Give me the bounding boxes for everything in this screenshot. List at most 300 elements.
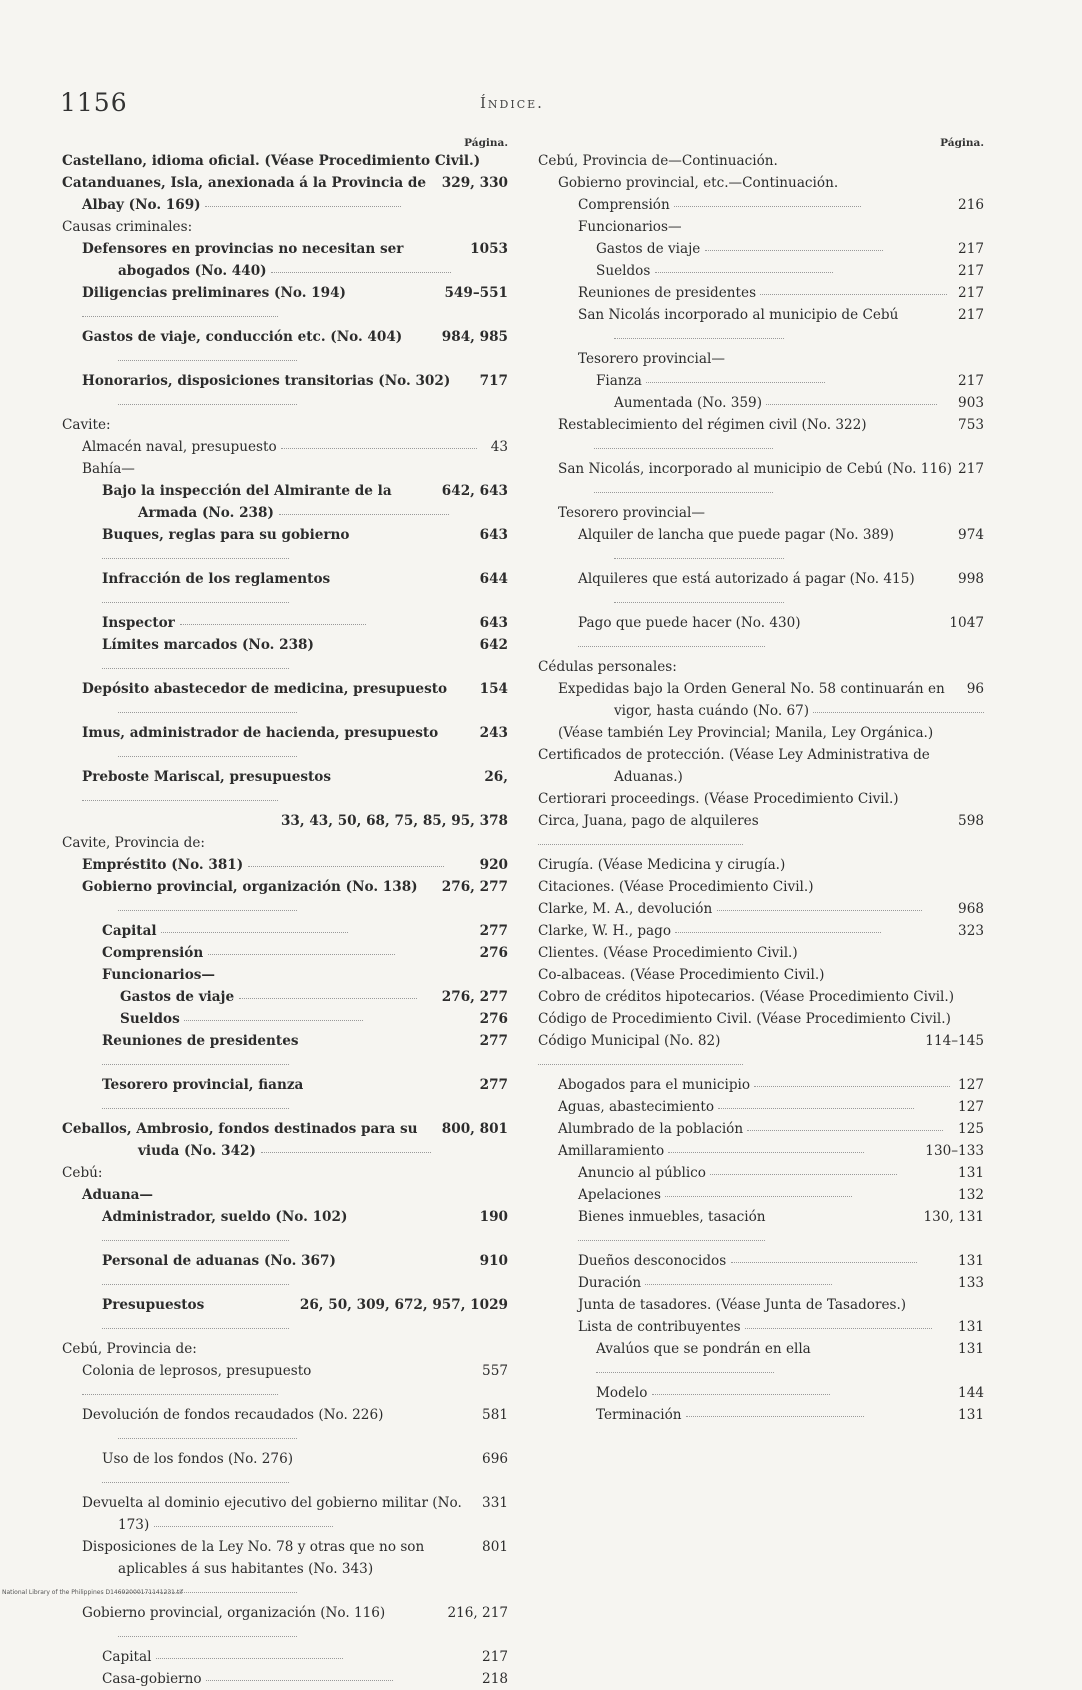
entry-page-ref: 642 — [476, 634, 508, 656]
entry-text: Co-albaceas. (Véase Procedimiento Civil.) — [538, 967, 825, 983]
index-entry — [62, 766, 508, 810]
entry-text: Lista de contribuyentes — [578, 1319, 745, 1335]
leader-dots — [102, 1107, 289, 1109]
entry-page-ref: 277 — [476, 1074, 508, 1096]
index-entry — [62, 1360, 508, 1404]
entry-page-ref: 910 — [476, 1250, 508, 1272]
leader-dots — [206, 1679, 393, 1681]
entry-page-ref: 1047 — [945, 612, 984, 634]
entry-page-ref: 154 — [476, 678, 508, 700]
leader-dots — [578, 1239, 765, 1241]
entry-page-ref: 217 — [954, 260, 984, 282]
entry-page-ref: 968 — [954, 898, 984, 920]
index-entry — [538, 172, 984, 194]
leader-dots — [578, 645, 765, 647]
index-entry — [538, 1140, 984, 1162]
index-entry — [62, 216, 508, 238]
index-entry — [62, 1668, 508, 1690]
entry-page-ref: 696 — [478, 1448, 508, 1470]
entry-text: Comprensión — [102, 945, 208, 961]
entry-text: Alumbrado de la población — [558, 1121, 748, 1137]
entry-page-ref: 125 — [954, 1118, 984, 1140]
entry-page-ref: 331 — [478, 1492, 508, 1514]
leader-dots — [261, 1151, 431, 1153]
column-heading: Página. — [940, 137, 984, 149]
index-entry — [62, 1184, 508, 1206]
index-entry — [62, 568, 508, 612]
index-entry — [538, 1162, 984, 1184]
leader-dots — [710, 1173, 897, 1175]
entry-text: Colonia de leprosos, presupuesto — [82, 1363, 312, 1379]
entry-page-ref: 114–145 — [921, 1030, 984, 1052]
index-entry — [538, 238, 984, 260]
index-entry — [538, 1316, 984, 1338]
leader-dots — [271, 271, 450, 273]
index-entry — [62, 854, 508, 876]
index-entry — [538, 898, 984, 920]
entry-text: Apelaciones — [578, 1187, 666, 1203]
leader-dots — [161, 931, 348, 933]
index-entry — [538, 1294, 984, 1316]
index-entry — [62, 810, 508, 832]
index-entry — [62, 942, 508, 964]
entry-page-ref: 717 — [476, 370, 508, 392]
leader-dots — [248, 865, 444, 867]
entry-text: Dueños desconocidos — [578, 1253, 731, 1269]
index-entry — [62, 832, 508, 854]
entry-page-ref: 133 — [954, 1272, 984, 1294]
entry-page-ref: 217 — [954, 370, 984, 392]
entry-text: Expedidas bajo la Orden General No. 58 continuarán en vigor, hasta cuándo (No. 67) — [558, 681, 945, 719]
leader-dots — [674, 205, 861, 207]
entry-text: Bahía— — [82, 461, 135, 477]
entry-page-ref: 276 — [476, 1008, 508, 1030]
index-entry — [538, 1008, 984, 1030]
entry-page-ref: 1053 — [466, 238, 508, 260]
leader-dots — [118, 1635, 297, 1637]
index-entry — [62, 1646, 508, 1668]
entry-text: Devolución de fondos recaudados (No. 226) — [82, 1407, 384, 1423]
leader-dots — [766, 403, 936, 405]
index-entry — [62, 458, 508, 480]
index-entry — [62, 1250, 508, 1294]
index-entry — [538, 216, 984, 238]
entry-text: Duración — [578, 1275, 646, 1291]
entry-text: Funcionarios— — [578, 219, 682, 235]
leader-dots — [652, 1393, 830, 1395]
entry-text: Imus, administrador de hacienda, presupuesto — [82, 725, 439, 741]
entry-text: Aumentada (No. 359) — [614, 395, 767, 411]
index-entry — [538, 150, 984, 172]
leader-dots — [614, 557, 784, 559]
index-entry — [538, 1030, 984, 1074]
entry-page-ref: 974 — [954, 524, 984, 546]
leader-dots — [745, 1327, 932, 1329]
leader-dots — [594, 447, 773, 449]
leader-dots — [184, 1019, 362, 1021]
leader-dots — [118, 909, 297, 911]
leader-dots — [594, 491, 773, 493]
entry-page-ref: 243 — [476, 722, 508, 744]
entry-page-ref: 130, 131 — [919, 1206, 984, 1228]
index-entry — [538, 986, 984, 1008]
entry-text: Gobierno provincial, organización (No. 138) — [82, 879, 418, 895]
entry-page-ref: 643 — [476, 612, 508, 634]
index-entry — [538, 458, 984, 502]
leader-dots — [102, 667, 289, 669]
index-entry — [62, 282, 508, 326]
index-entry — [538, 1206, 984, 1250]
index-entry — [62, 1206, 508, 1250]
entry-page-ref: 190 — [476, 1206, 508, 1228]
entry-text: Certiorari proceedings. (Véase Procedimiento Civil.) — [538, 791, 899, 807]
entry-page-ref: 217 — [478, 1646, 508, 1668]
entry-page-ref: 218 — [478, 1668, 508, 1690]
entry-page-ref: 598 — [954, 810, 984, 832]
index-entry — [538, 194, 984, 216]
entry-text: Defensores en provincias no necesitan ser abogados (No. 440) — [82, 241, 404, 279]
entry-text: Fianza — [596, 373, 647, 389]
column-heading: Página. — [464, 137, 508, 149]
index-entry — [538, 502, 984, 524]
entry-text: San Nicolás incorporado al municipio de Cebú — [578, 307, 899, 323]
index-entry — [62, 238, 508, 282]
entry-text: Código de Procedimiento Civil. (Véase Procedimiento Civil.) — [538, 1011, 951, 1027]
index-entry — [538, 568, 984, 612]
leader-dots — [646, 381, 824, 383]
entry-text: Cebú, Provincia de: — [62, 1341, 197, 1357]
entry-page-ref: 217 — [954, 458, 984, 480]
index-entry — [62, 1404, 508, 1448]
index-entry — [62, 414, 508, 436]
entry-page-ref: 277 — [476, 920, 508, 942]
entry-text: Anuncio al público — [578, 1165, 711, 1181]
entry-page-ref: 903 — [954, 392, 984, 414]
entry-page-ref: 998 — [954, 568, 984, 590]
entry-text: Uso de los fondos (No. 276) — [102, 1451, 294, 1467]
entry-page-ref: 801 — [478, 1536, 508, 1558]
entry-page-ref: 217 — [954, 304, 984, 326]
leader-dots — [205, 205, 401, 207]
entry-text: Aduana— — [82, 1187, 154, 1203]
index-entry — [538, 524, 984, 568]
index-entry — [538, 964, 984, 986]
entry-page-ref: 920 — [476, 854, 508, 876]
entry-text: Cebú: — [62, 1165, 103, 1181]
entry-text: Devuelta al dominio ejecutivo del gobierno militar (No. 173) — [82, 1495, 462, 1533]
index-entry — [538, 414, 984, 458]
leader-dots — [82, 799, 278, 801]
entry-page-ref: 216 — [954, 194, 984, 216]
left-entries — [62, 150, 508, 1690]
entry-page-ref: 276, 277 — [438, 876, 508, 898]
leader-dots — [645, 1283, 832, 1285]
entry-page-ref: 127 — [954, 1074, 984, 1096]
entry-text: Diligencias preliminares (No. 194) — [82, 285, 346, 301]
index-entry — [62, 722, 508, 766]
index-entry — [62, 634, 508, 678]
entry-page-ref: 127 — [954, 1096, 984, 1118]
index-entry — [538, 282, 984, 304]
index-entry — [62, 370, 508, 414]
leader-dots — [718, 1107, 914, 1109]
leader-dots — [705, 249, 883, 251]
leader-dots — [102, 1327, 289, 1329]
entry-page-ref: 984, 985 — [438, 326, 508, 348]
entry-text: Circa, Juana, pago de alquileres — [538, 813, 759, 829]
entry-text: Citaciones. (Véase Procedimiento Civil.) — [538, 879, 814, 895]
entry-text: Aguas, abastecimiento — [558, 1099, 719, 1115]
index-entry — [62, 1008, 508, 1030]
index-entry — [538, 370, 984, 392]
index-entry — [62, 480, 508, 524]
leader-dots — [102, 1239, 289, 1241]
entry-page-ref: 800, 801 — [438, 1118, 508, 1140]
entry-page-ref: 549–551 — [440, 282, 508, 304]
entry-text: Tesorero provincial, fianza — [102, 1077, 304, 1093]
leader-dots — [813, 711, 983, 713]
index-entry — [538, 304, 984, 348]
entry-page-ref: 276, 277 — [438, 986, 508, 1008]
entry-text: Amillaramiento — [558, 1143, 669, 1159]
entry-text: Gobierno provincial, etc.—Continuación. — [558, 175, 839, 191]
entry-text: Casa-gobierno — [102, 1671, 206, 1687]
index-entry — [62, 920, 508, 942]
index-entry — [62, 172, 508, 216]
index-entry — [538, 942, 984, 964]
entry-page-ref: 131 — [954, 1162, 984, 1184]
left-column — [62, 136, 508, 1690]
index-entry — [62, 1294, 508, 1338]
index-entry — [538, 1184, 984, 1206]
entry-page-ref: 216, 217 — [443, 1602, 508, 1624]
index-entry — [538, 854, 984, 876]
leader-dots — [118, 403, 297, 405]
entry-page-ref: 26, 50, 309, 672, 957, 1029 — [296, 1294, 508, 1316]
entry-text: Clarke, W. H., pago — [538, 923, 676, 939]
entry-text: Causas criminales: — [62, 219, 193, 235]
entry-text: Código Municipal (No. 82) — [538, 1033, 721, 1049]
page-title: Índice. — [480, 94, 544, 112]
entry-text: Tesorero provincial— — [578, 351, 725, 367]
entry-text: Cobro de créditos hipotecarios. (Véase Procedimiento Civil.) — [538, 989, 955, 1005]
leader-dots — [118, 1437, 297, 1439]
entry-text: Abogados para el municipio — [558, 1077, 755, 1093]
entry-text: Capital — [102, 1649, 156, 1665]
entry-page-ref: 644 — [476, 568, 508, 590]
entry-page-ref: 276 — [476, 942, 508, 964]
entry-text: Reuniones de presidentes — [578, 285, 761, 301]
index-entry — [538, 810, 984, 854]
entry-text: Inspector — [102, 615, 180, 631]
index-entry — [538, 392, 984, 414]
index-entry — [538, 1338, 984, 1382]
entry-page-ref: 277 — [476, 1030, 508, 1052]
entry-text: Gobierno provincial, organización (No. 116) — [82, 1605, 386, 1621]
index-entry — [538, 876, 984, 898]
index-entry — [538, 1404, 984, 1426]
entry-text: Bienes inmuebles, tasación — [578, 1209, 766, 1225]
index-entry — [62, 876, 508, 920]
leader-dots — [614, 601, 784, 603]
entry-text: Alquileres que está autorizado á pagar (No. 415) — [578, 571, 915, 587]
entry-text: Preboste Mariscal, presupuestos — [82, 769, 332, 785]
entry-text: Sueldos — [596, 263, 655, 279]
entry-text: Depósito abastecedor de medicina, presupuesto — [82, 681, 448, 697]
entry-page-ref: 131 — [954, 1250, 984, 1272]
index-entry — [62, 1338, 508, 1360]
leader-dots — [154, 1525, 333, 1527]
leader-dots — [754, 1085, 950, 1087]
leader-dots — [281, 447, 477, 449]
index-entry — [538, 260, 984, 282]
entry-text: Almacén naval, presupuesto — [82, 439, 281, 455]
entry-text: Clientes. (Véase Procedimiento Civil.) — [538, 945, 798, 961]
leader-dots — [596, 1371, 774, 1373]
entry-text: Infracción de los reglamentos — [102, 571, 331, 587]
leader-dots — [760, 293, 947, 295]
entry-page-ref: 96 — [963, 678, 984, 700]
index-entry — [62, 1118, 508, 1162]
entry-page-ref: 217 — [954, 238, 984, 260]
entry-text: Presupuestos — [102, 1297, 205, 1313]
leader-dots — [279, 513, 449, 515]
index-entry — [62, 1162, 508, 1184]
entry-page-ref: 130–133 — [921, 1140, 984, 1162]
leader-dots — [102, 1283, 289, 1285]
index-entry — [538, 1118, 984, 1140]
entry-page-ref: 131 — [954, 1404, 984, 1426]
leader-dots — [102, 1063, 289, 1065]
index-entry — [538, 722, 984, 744]
entry-page-ref: 557 — [478, 1360, 508, 1382]
entry-page-ref: 329, 330 — [438, 172, 508, 194]
entry-text: Pago que puede hacer (No. 430) — [578, 615, 801, 631]
leader-dots — [538, 1063, 743, 1065]
leader-dots — [686, 1415, 864, 1417]
entry-text: Capital — [102, 923, 162, 939]
leader-dots — [82, 1393, 278, 1395]
entry-text: Funcionarios— — [102, 967, 216, 983]
entry-text: Cebú, Provincia de—Continuación. — [538, 153, 778, 169]
index-entry — [62, 678, 508, 722]
entry-text: Cavite: — [62, 417, 111, 433]
entry-page-ref: 131 — [954, 1338, 984, 1360]
index-entry — [538, 348, 984, 370]
leader-dots — [675, 931, 880, 933]
leader-dots — [665, 1195, 852, 1197]
entry-text: Terminación — [596, 1407, 686, 1423]
leader-dots — [208, 953, 395, 955]
entry-text: Buques, reglas para su gobierno — [102, 527, 350, 543]
entry-text: Alquiler de lancha que puede pagar (No. 389) — [578, 527, 895, 543]
entry-text: Disposiciones de la Ley No. 78 y otras que no son aplicables á sus habitantes (No. 343) — [82, 1539, 425, 1577]
index-entry — [538, 678, 984, 722]
index-entry — [538, 1096, 984, 1118]
entry-text: Honorarios, disposiciones transitorias (No. 302) — [82, 373, 451, 389]
leader-dots — [747, 1129, 943, 1131]
leader-dots — [118, 755, 297, 757]
leader-dots — [102, 601, 289, 603]
entry-text: Empréstito (No. 381) — [82, 857, 248, 873]
entry-text: Castellano, idioma oficial. (Véase Procedimiento Civil.) — [62, 153, 481, 169]
right-entries — [538, 150, 984, 1426]
leader-dots — [614, 337, 784, 339]
index-entry — [538, 1382, 984, 1404]
entry-text: Límites marcados (No. 238) — [102, 637, 314, 653]
index-entry — [62, 1074, 508, 1118]
entry-text: (Véase también Ley Provincial; Manila, Ley Orgánica.) — [558, 725, 934, 741]
entry-page-ref: 43 — [487, 436, 508, 458]
entry-text: Modelo — [596, 1385, 652, 1401]
index-entry — [62, 150, 508, 172]
index-entry — [62, 1492, 508, 1536]
entry-page-ref: 581 — [478, 1404, 508, 1426]
entry-text: 33, 43, 50, 68, 75, 85, 95, 378 — [280, 813, 508, 829]
entry-text: Sueldos — [120, 1011, 185, 1027]
entry-text: Bajo la inspección del Almirante de la Armada (No. 238) — [102, 483, 392, 521]
entry-page-ref: 132 — [954, 1184, 984, 1206]
index-entry — [62, 1448, 508, 1492]
entry-text: Junta de tasadores. (Véase Junta de Tasadores.) — [578, 1297, 907, 1313]
leader-dots — [82, 315, 278, 317]
entry-text: Certificados de protección. (Véase Ley Administrativa de Aduanas.) — [538, 747, 930, 785]
index-entry — [62, 1602, 508, 1646]
leader-dots — [102, 1481, 289, 1483]
entry-text: San Nicolás, incorporado al municipio de Cebú (No. 116) — [558, 461, 953, 477]
entry-text: Ceballos, Ambrosio, fondos destinados para su viuda (No. 342) — [62, 1121, 418, 1159]
entry-page-ref: 643 — [476, 524, 508, 546]
entry-text: Personal de aduanas (No. 367) — [102, 1253, 336, 1269]
index-entry — [62, 612, 508, 634]
index-entry — [62, 524, 508, 568]
entry-text: Cédulas personales: — [538, 659, 677, 675]
leader-dots — [655, 271, 833, 273]
entry-text: Gastos de viaje — [120, 989, 239, 1005]
index-entry — [538, 612, 984, 656]
index-entry — [538, 788, 984, 810]
entry-text: Cavite, Provincia de: — [62, 835, 206, 851]
index-entry — [62, 986, 508, 1008]
index-entry — [538, 920, 984, 942]
entry-text: Cirugía. (Véase Medicina y cirugía.) — [538, 857, 786, 873]
index-entry — [62, 436, 508, 458]
entry-text: Tesorero provincial— — [558, 505, 705, 521]
leader-dots — [668, 1151, 864, 1153]
entry-page-ref: 26, — [480, 766, 508, 788]
index-entry — [62, 1030, 508, 1074]
entry-text: Gastos de viaje, conducción etc. (No. 404) — [82, 329, 403, 345]
scan-footer: National Library of the Philippines D14692000171141231.tif — [2, 1589, 184, 1596]
entry-text: Restablecimiento del régimen civil (No. 322) — [558, 417, 867, 433]
leader-dots — [731, 1261, 918, 1263]
index-entry — [62, 326, 508, 370]
entry-page-ref: 217 — [954, 282, 984, 304]
right-column — [538, 136, 984, 1426]
index-entry — [538, 1074, 984, 1096]
page-number: 1156 — [60, 88, 128, 117]
leader-dots — [102, 557, 289, 559]
leader-dots — [538, 843, 743, 845]
entry-text: Avalúos que se pondrán en ella — [596, 1341, 811, 1357]
entry-page-ref: 323 — [954, 920, 984, 942]
index-entry — [538, 744, 984, 788]
leader-dots — [118, 711, 297, 713]
entry-text: Administrador, sueldo (No. 102) — [102, 1209, 348, 1225]
entry-page-ref: 131 — [954, 1316, 984, 1338]
index-entry — [538, 1250, 984, 1272]
entry-text: Reuniones de presidentes — [102, 1033, 299, 1049]
